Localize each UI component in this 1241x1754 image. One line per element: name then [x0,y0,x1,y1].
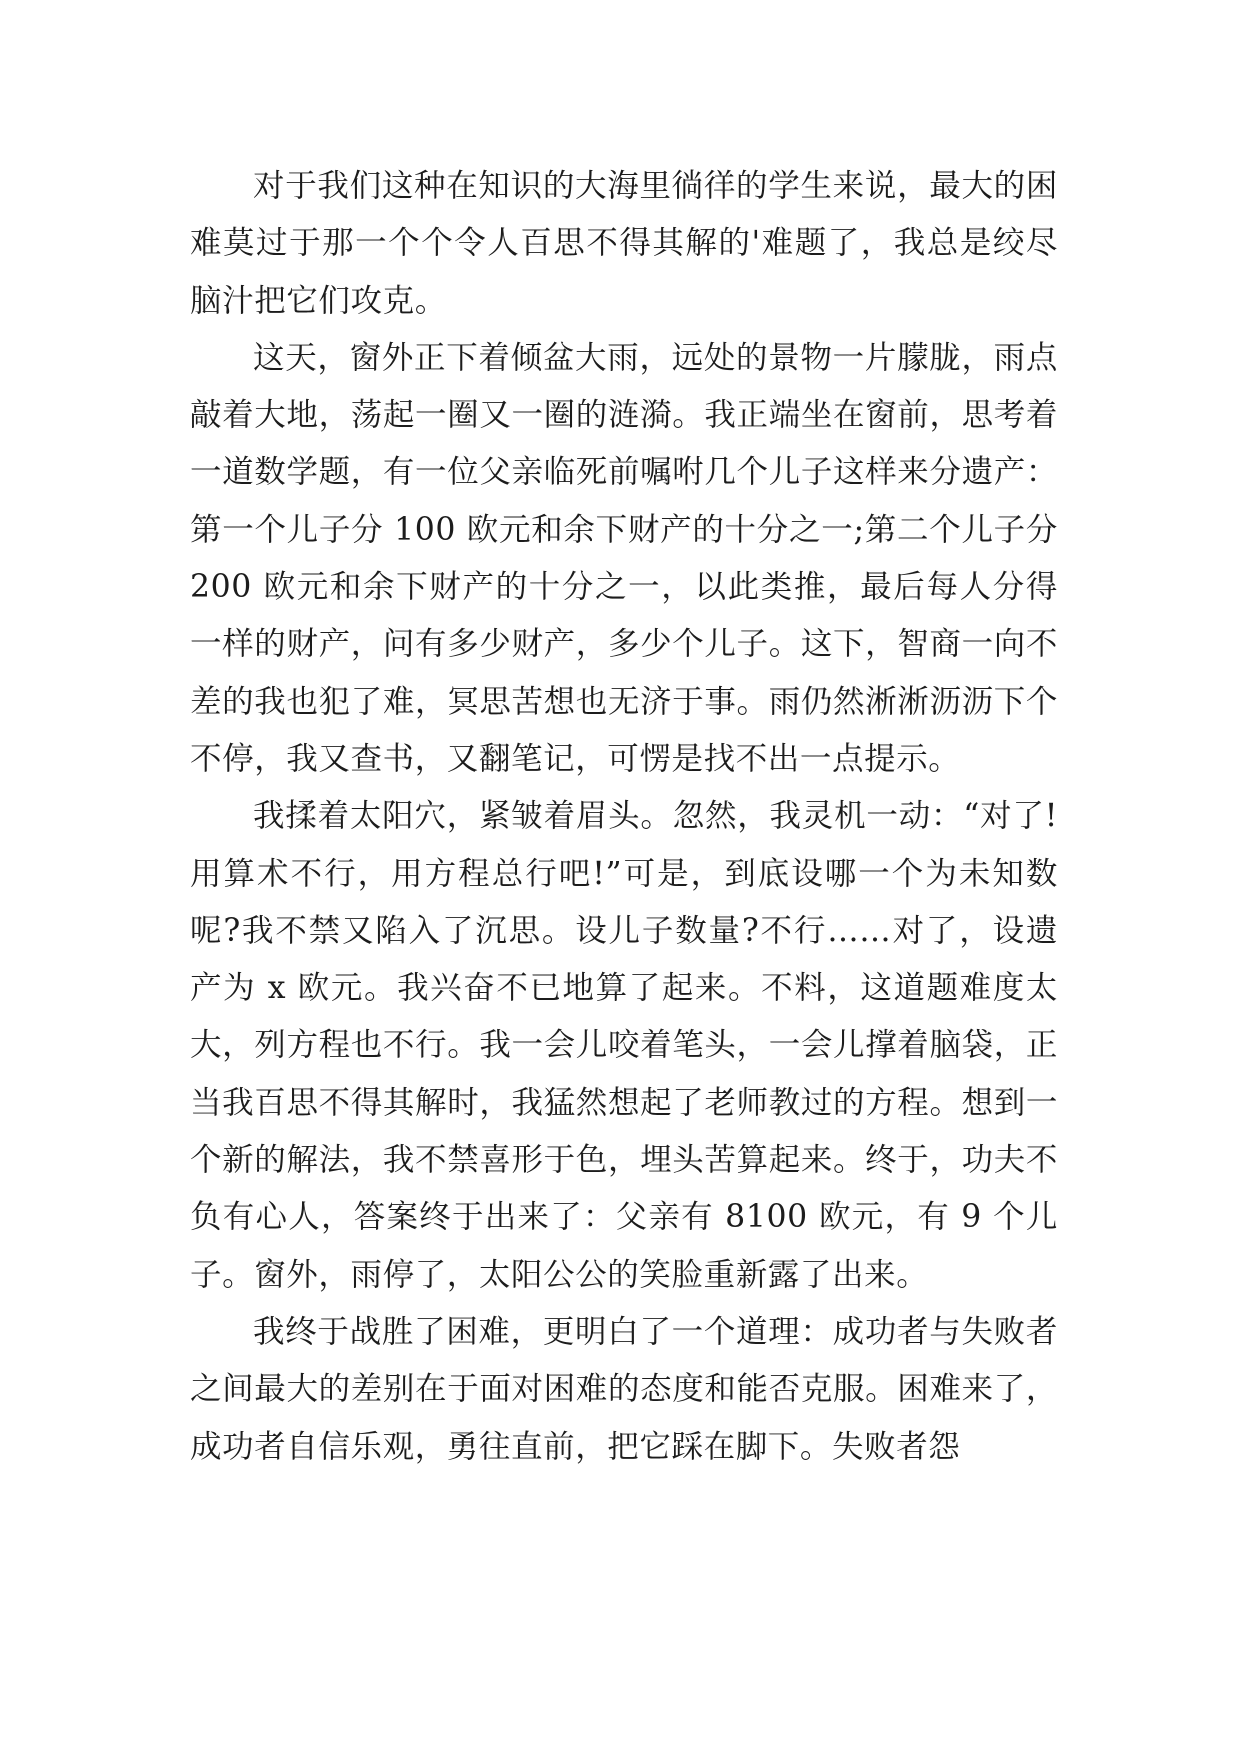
paragraph-3: 我揉着太阳穴，紧皱着眉头。忽然，我灵机一动：“对了!用算术不行，用方程总行吧!”可是，到底设哪一个为未知数呢?我不禁又陷入了沉思。设儿子数量?不行……对了，设遗产为 x 欧元。我兴奋不已地算了起来。不料，这道题难度太大，列方程也不行。我一会儿咬着笔头，一会儿撑着脑袋，正当我百思不得其解时，我猛然想起了老师教过的方程。想到一个新的解法，我不禁喜形于色，埋头苦算起来。终于，功夫不负有心人，答案终于出来了：父亲有 8100 欧元，有 9 个儿子。窗外，雨停了，太阳公公的笑脸重新露了出来。 [190,798,1058,1293]
paragraph-2: 这天，窗外正下着倾盆大雨，远处的景物一片朦胧，雨点敲着大地，荡起一圈又一圈的涟漪。我正端坐在窗前，思考着一道数学题，有一位父亲临死前嘱咐几个儿子这样来分遗产：第一个儿子分 100 欧元和余下财产的十分之一;第二个儿子分 200 欧元和余下财产的十分之一，以此类推，最后每人分得一样的财产，问有多少财产，多少个儿子。这下，智商一向不差的我也犯了难，冥思苦想也无济于事。雨仍然淅淅沥沥下个不停，我又查书，又翻笔记，可愣是找不出一点提示。 [190,339,1058,777]
paragraph-4: 我终于战胜了困难，更明白了一个道理：成功者与失败者之间最大的差别在于面对困难的态度和能否克服。困难来了，成功者自信乐观，勇往直前，把它踩在脚下。失败者怨 [190,1313,1058,1465]
document-body [190,158,1058,1476]
paragraph-1: 对于我们这种在知识的大海里徜徉的学生来说，最大的困难莫过于那一个个令人百思不得其解的'难题了，我总是绞尽脑汁把它们攻克。 [190,168,1058,319]
